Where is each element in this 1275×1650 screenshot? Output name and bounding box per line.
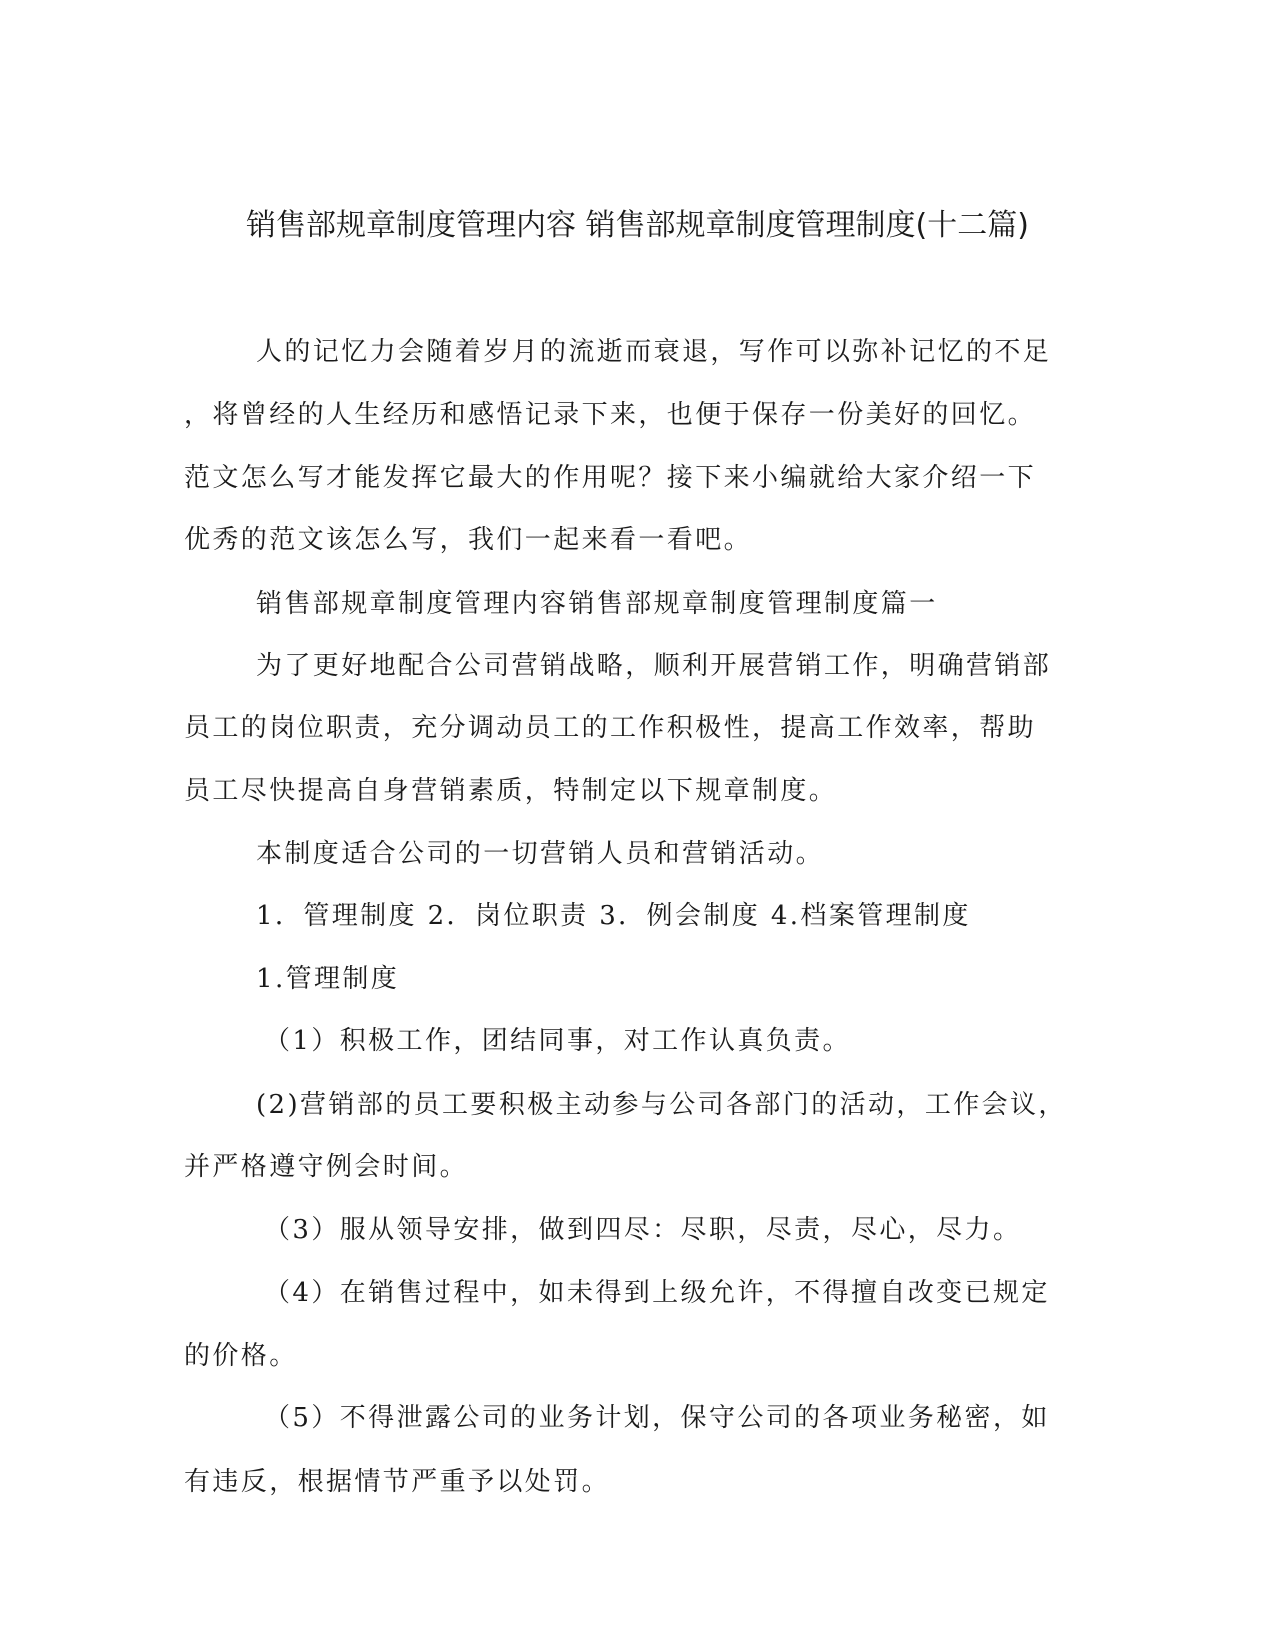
list-item-continuation: 并严格遵守例会时间。 (184, 1152, 469, 1182)
list-item: （5）不得泄露公司的业务计划，保守公司的各项业务秘密，如 (264, 1403, 1050, 1433)
list-item: （3）服从领导安排，做到四尽：尽职，尽责，尽心，尽力。 (264, 1215, 1022, 1245)
paragraph-line: 优秀的范文该怎么写，我们一起来看一看吧。 (184, 525, 753, 555)
list-item: (2)营销部的员工要积极主动参与公司各部门的活动，工作会议， (256, 1090, 1067, 1120)
subsection-heading: 1.管理制度 (256, 964, 400, 994)
paragraph-line: 本制度适合公司的一切营销人员和营销活动。 (256, 839, 825, 869)
list-item: （1）积极工作，团结同事，对工作认真负责。 (264, 1026, 851, 1056)
paragraph-line: 人的记忆力会随着岁月的流逝而衰退，写作可以弥补记忆的不足 (256, 337, 1052, 367)
section-heading: 销售部规章制度管理内容销售部规章制度管理制度篇一 (256, 589, 938, 619)
list-item: （4）在销售过程中，如未得到上级允许，不得擅自改变已规定 (264, 1278, 1050, 1308)
contents-list: 1．管理制度 2．岗位职责 3．例会制度 4.档案管理制度 (256, 901, 971, 931)
paragraph-line: 员工的岗位职责，充分调动员工的工作积极性，提高工作效率，帮助 (184, 713, 1037, 743)
document-title: 销售部规章制度管理内容 销售部规章制度管理制度(十二篇) (246, 208, 1029, 243)
paragraph-line: 员工尽快提高自身营销素质，特制定以下规章制度。 (184, 776, 838, 806)
paragraph-line: 为了更好地配合公司营销战略，顺利开展营销工作，明确营销部 (256, 651, 1052, 681)
list-item-continuation: 有违反，根据情节严重予以处罚。 (184, 1467, 611, 1497)
paragraph-line: 范文怎么写才能发挥它最大的作用呢？接下来小编就给大家介绍一下 (184, 463, 1037, 493)
list-item-continuation: 的价格。 (184, 1341, 298, 1371)
paragraph-line: ，将曾经的人生经历和感悟记录下来，也便于保存一份美好的回忆。 (184, 400, 1037, 430)
